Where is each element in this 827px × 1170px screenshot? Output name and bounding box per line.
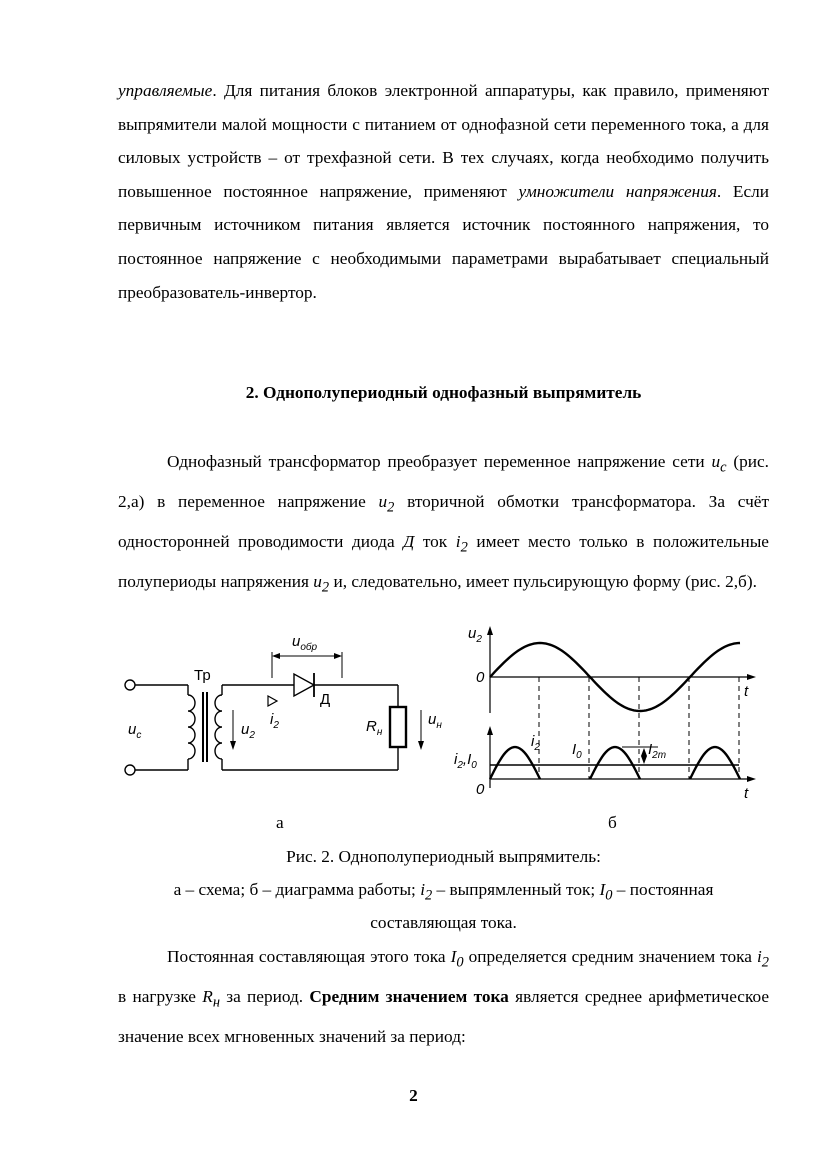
label-i2-peak: $i_2$ (531, 733, 540, 753)
var-i2: $i_2$ (756, 947, 769, 971)
paragraph-text: в нагрузке (118, 987, 203, 1007)
label-tr: Тр (194, 667, 211, 684)
figure-caption-title: Рис. 2. Однополупериодный выпрямитель: (286, 847, 601, 866)
paragraph-transformer (118, 445, 769, 605)
label-i0: $I_0$ (572, 741, 582, 761)
paragraph-text: Однофазный трансформатор преобразует переменное напряжение сети (167, 452, 712, 471)
label-zero-top: 0 (476, 669, 485, 686)
timing-diagram (490, 630, 750, 788)
label-i2-i0-axis: $i_2,I_0$ (454, 751, 477, 771)
load-resistor (390, 707, 406, 747)
section-heading: 2. Однополупериодный однофазный выпрямитель (245, 383, 642, 402)
figure-label-b: б (608, 813, 617, 832)
diagram-arrows (487, 626, 756, 782)
label-i2: $i_2$ (270, 711, 279, 731)
paragraph-text: является среднее арифметическое значение всех мгновенных значений за период: (118, 987, 769, 1047)
input-terminal-bottom (125, 765, 135, 775)
current-arrow-icon (268, 696, 277, 706)
paragraph-rectifier-types (118, 74, 769, 309)
label-u-obr: $u_{обр}$ (292, 633, 318, 653)
paragraph-text: ток (414, 532, 456, 552)
period-markers (539, 677, 739, 779)
paragraph-dc-component (118, 940, 769, 1054)
label-rn: $R_н$ (366, 718, 383, 738)
label-d: Д (320, 691, 331, 708)
i2-half-waves (490, 747, 740, 779)
paragraph-text: за период. (219, 987, 310, 1007)
secondary-winding (215, 695, 222, 759)
label-t-bottom: t (744, 785, 749, 802)
paragraph-text: и, следовательно, имеет пульсирующую форму (рис. 2,б). (329, 572, 757, 592)
var-Rn: $R_н$ (202, 987, 220, 1011)
label-zero-bottom: 0 (476, 781, 485, 798)
page-number: 2 (409, 1086, 418, 1105)
label-uc: $u_c$ (128, 721, 142, 741)
paragraph-text: вторичной обмотки трансформатора. За счёт односторонней проводимости диода (118, 492, 769, 552)
term-controlled: управляемые (118, 81, 213, 100)
label-i2m: $I_{2m}$ (648, 741, 667, 761)
paragraph-text: . Для питания блоков электронной аппаратуры, как правило, применяют выпрямители малой мощности с питанием от однофазной сети переменного тока, а для силовых устройств – от трехфазной сети. В тех случаях, когда необходимо получить повышенное постоянное напряжение, применяют (118, 81, 769, 201)
figure-caption-end: составляющая тока. (370, 913, 517, 932)
paragraph-text: . Если первичным источником питания является источник постоянного напряжения, то постоянное напряжение с необходимыми параметрами вырабатывает специальный преобразователь-инвертор. (118, 181, 769, 302)
figure-rectifier (110, 618, 770, 803)
label-un: $u_н$ (428, 711, 442, 731)
paragraph-text: определяется средним значением тока (463, 947, 757, 966)
var-I0: $I_0$ (450, 947, 464, 971)
var-i2: $i_2$ (455, 532, 468, 556)
figure-caption-legend: а – схема; б – диаграмма работы; $i_2$ – выпрямленный ток; $I_0$ – постоянная (173, 880, 714, 904)
var-diode: Д (403, 532, 415, 552)
paragraph-text: имеет место только в положительные полупериоды напряжения (118, 532, 769, 592)
primary-winding (188, 695, 195, 759)
label-u2-axis: $u_2$ (468, 625, 482, 645)
label-t-top: t (744, 683, 749, 700)
input-terminal-top (125, 680, 135, 690)
term-average-current: Средним значением тока (309, 987, 509, 1007)
label-u2: $u_2$ (241, 721, 255, 741)
diode-symbol (294, 674, 314, 696)
var-uc: $u_c$ (711, 452, 727, 476)
term-voltage-multipliers: умножители напряжения (518, 181, 717, 201)
paragraph-text: Постоянная составляющая этого тока (167, 947, 451, 966)
var-u2: $u_2$ (378, 492, 395, 516)
paragraph-text: (рис. 2,а) в переменное напряжение (118, 452, 769, 512)
var-u2: $u_2$ (313, 572, 330, 596)
figure-label-a: а (276, 813, 284, 832)
